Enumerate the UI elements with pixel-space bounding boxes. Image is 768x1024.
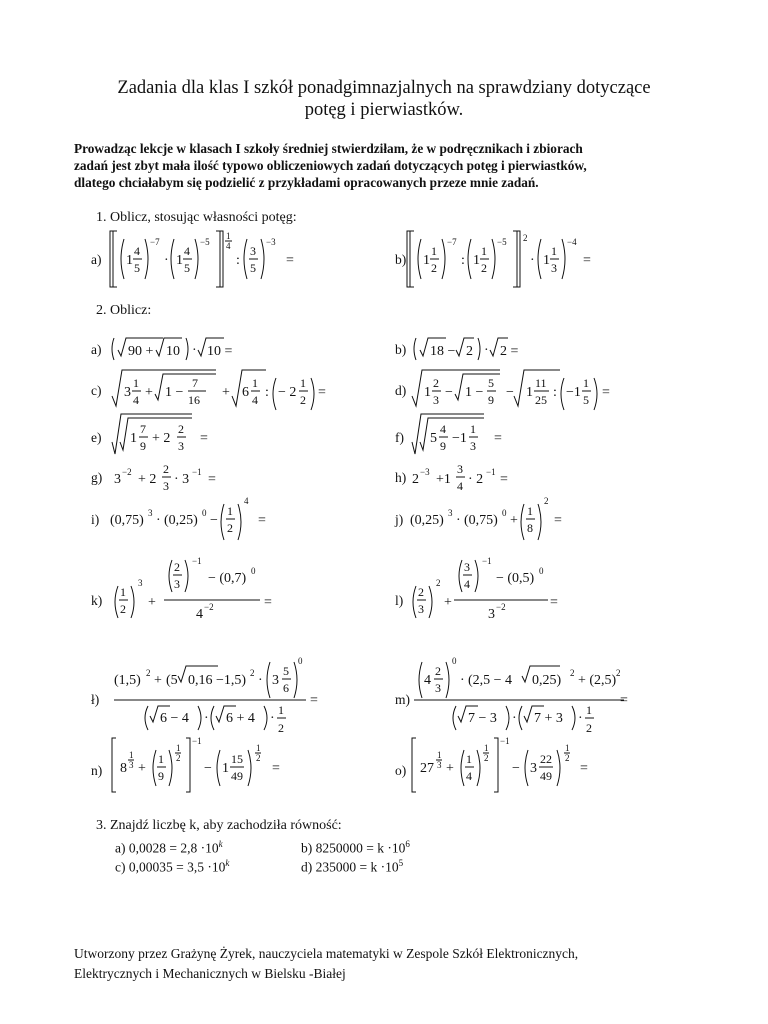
svg-text:=: = (554, 513, 562, 528)
svg-text:2: 2 (570, 668, 575, 678)
svg-text:3: 3 (464, 560, 470, 574)
svg-text:5: 5 (250, 261, 256, 275)
svg-text:1: 1 (551, 244, 557, 258)
svg-text:4: 4 (244, 496, 249, 506)
svg-text:+: + (145, 385, 153, 400)
task-2c-label: c) (91, 383, 102, 398)
svg-text:1: 1 (227, 504, 233, 518)
svg-text:(5: (5 (166, 673, 178, 688)
svg-text:15: 15 (231, 752, 243, 766)
svg-text:=: = (583, 253, 591, 268)
task-3d-exponent: 5 (398, 858, 404, 868)
svg-text:3: 3 (178, 439, 184, 453)
svg-text:2: 2 (278, 721, 284, 735)
svg-text:+: + (138, 761, 146, 776)
task-3-heading: 3. Znajdź liczbę k, aby zachodziła równość: (96, 818, 342, 833)
svg-text:4: 4 (440, 422, 446, 436)
task-2e-expression (110, 412, 250, 462)
intro-line-1: Prowadząc lekcje w klasach I szkoły średniej stwierdziłam, że w podręcznikach i zbiorach (74, 141, 583, 156)
svg-text:1: 1 (423, 253, 430, 268)
svg-text:·: · (192, 343, 197, 358)
task-3d (301, 858, 403, 876)
task-2m-label: m) (395, 692, 410, 707)
svg-text:·: · (156, 513, 161, 528)
svg-text:1 −: 1 − (165, 385, 184, 400)
svg-text:2: 2 (178, 422, 184, 436)
task-2n-label: n) (91, 763, 103, 778)
svg-text:1: 1 (129, 750, 134, 760)
svg-text:49: 49 (231, 769, 243, 783)
svg-text:1: 1 (176, 253, 183, 268)
svg-text:=: = (602, 385, 610, 400)
svg-text:4: 4 (196, 607, 203, 622)
task-1a-expression (108, 227, 328, 291)
svg-text:10 =: 10 = (207, 344, 233, 359)
task-2b-expression (410, 334, 570, 364)
svg-text:9: 9 (158, 769, 164, 783)
svg-text:1: 1 (130, 431, 137, 446)
svg-text:6: 6 (283, 681, 289, 695)
document-title (40, 77, 728, 121)
svg-text:−5: −5 (497, 237, 507, 247)
svg-text:3: 3 (114, 472, 121, 487)
svg-text:5: 5 (134, 261, 140, 275)
svg-text:1: 1 (473, 253, 480, 268)
svg-text::: : (265, 385, 269, 400)
svg-text:1: 1 (431, 244, 437, 258)
svg-text:−2: −2 (496, 602, 506, 612)
svg-text:1: 1 (252, 376, 258, 390)
svg-text:=: = (272, 761, 280, 776)
task-2j-expression (410, 494, 580, 542)
svg-text:+: + (148, 595, 156, 610)
svg-text:2: 2 (256, 753, 261, 763)
svg-text:3: 3 (530, 761, 537, 776)
svg-text:4: 4 (252, 393, 258, 407)
svg-text:−3: −3 (420, 467, 430, 477)
task-2a-label: a) (91, 342, 102, 357)
svg-text:−5: −5 (200, 237, 210, 247)
task-2l-stroke-label: ł) (91, 692, 100, 707)
svg-text:1: 1 (586, 703, 592, 717)
svg-text:− (0,5): − (0,5) (496, 571, 535, 586)
svg-text:1: 1 (158, 752, 164, 766)
svg-text:1: 1 (484, 743, 489, 753)
svg-text:·: · (164, 253, 169, 268)
svg-text:−7: −7 (150, 237, 160, 247)
svg-text:3: 3 (437, 760, 442, 770)
svg-text:−1: −1 (192, 556, 202, 566)
svg-text:0: 0 (202, 508, 207, 518)
svg-text:2: 2 (176, 753, 181, 763)
svg-text:2: 2 (412, 472, 419, 487)
svg-text:9: 9 (488, 393, 494, 407)
svg-text:2: 2 (586, 721, 592, 735)
svg-text:1: 1 (565, 743, 570, 753)
svg-text:−: − (204, 761, 212, 776)
svg-text:2: 2 (163, 462, 169, 476)
task-2h-label: h) (395, 470, 407, 485)
task-3b-text: b) 8250000 = k ·10 (301, 840, 406, 856)
svg-text:1: 1 (126, 253, 133, 268)
svg-text:+1: +1 (436, 472, 451, 487)
svg-text:1: 1 (176, 743, 181, 753)
footer-line-2: Elektrycznych i Mechanicznych w Bielsku -Białej (74, 966, 346, 981)
task-2e-label: e) (91, 430, 102, 445)
svg-text:+ 2: + 2 (138, 472, 157, 487)
svg-text:2: 2 (435, 664, 441, 678)
task-1-heading: 1. Oblicz, stosując własności potęg: (96, 210, 297, 225)
svg-text:2: 2 (544, 496, 549, 506)
svg-text:4: 4 (184, 244, 190, 258)
svg-text:0: 0 (251, 566, 256, 576)
svg-text:3: 3 (250, 244, 256, 258)
task-2c-expression (110, 366, 340, 414)
svg-text:2 =: 2 = (500, 344, 519, 359)
svg-text:0: 0 (502, 508, 507, 518)
svg-text:6 − 4: 6 − 4 (160, 711, 189, 726)
svg-text:3: 3 (418, 602, 424, 616)
task-2g-expression (110, 456, 260, 498)
svg-text:=: = (580, 761, 588, 776)
svg-text:3: 3 (433, 393, 439, 407)
intro-line-3: dlatego chciałabym się podzielić z przykładami opracowanych przeze mnie zadań. (74, 175, 539, 190)
svg-text:2: 2 (146, 668, 151, 678)
svg-text:90 +: 90 + (128, 344, 154, 359)
task-2l-expression (410, 556, 580, 632)
svg-text:0: 0 (298, 656, 303, 666)
svg-text:+ (2,5): + (2,5) (578, 673, 617, 688)
svg-text:+: + (444, 595, 452, 610)
svg-text:·: · (258, 673, 263, 688)
task-2o-expression (410, 736, 610, 796)
svg-text:·: · (204, 711, 209, 726)
svg-text:=: = (318, 385, 326, 400)
task-2f-expression (410, 412, 550, 462)
task-3c-exponent: k (225, 858, 230, 868)
svg-text::: : (553, 385, 557, 400)
svg-text:− 2: − 2 (278, 385, 297, 400)
task-2n-expression (110, 736, 310, 796)
svg-text:6: 6 (242, 385, 249, 400)
svg-text:2: 2 (174, 560, 180, 574)
svg-text:25: 25 (535, 393, 547, 407)
svg-text:3: 3 (435, 681, 441, 695)
svg-text:2: 2 (616, 668, 621, 678)
svg-text:−2: −2 (122, 467, 132, 477)
task-3b-exponent: 6 (405, 839, 410, 849)
svg-text:3: 3 (551, 261, 557, 275)
svg-text:1 −: 1 − (465, 385, 484, 400)
svg-text::: : (236, 253, 240, 268)
svg-text:1: 1 (120, 585, 126, 599)
svg-text:2: 2 (120, 602, 126, 616)
svg-text:5: 5 (583, 393, 589, 407)
svg-text:7: 7 (140, 422, 146, 436)
svg-text:−1: −1 (192, 467, 202, 477)
svg-text:2: 2 (481, 261, 487, 275)
task-3b (301, 839, 410, 857)
svg-text:0,16 −1,5): 0,16 −1,5) (188, 673, 247, 688)
svg-text:+: + (446, 761, 454, 776)
task-3a (115, 839, 223, 857)
svg-text:(1,5): (1,5) (114, 673, 141, 688)
svg-text:4: 4 (457, 479, 463, 493)
svg-text:=: = (620, 693, 628, 708)
svg-text:2: 2 (523, 233, 528, 243)
svg-text:=: = (310, 693, 318, 708)
task-2f-label: f) (395, 430, 404, 445)
svg-text:−1: −1 (482, 556, 492, 566)
svg-text:=: = (550, 595, 558, 610)
svg-text:+: + (154, 673, 162, 688)
task-2o-label: o) (395, 763, 407, 778)
svg-text:1: 1 (543, 253, 550, 268)
svg-text:2: 2 (300, 393, 306, 407)
svg-text:+: + (222, 385, 230, 400)
svg-text:1: 1 (437, 750, 442, 760)
svg-text:5: 5 (184, 261, 190, 275)
svg-text:·: · (484, 343, 489, 358)
svg-text:4: 4 (464, 577, 470, 591)
svg-text:2: 2 (227, 521, 233, 535)
task-2l-stroke-expression (112, 654, 332, 738)
svg-text:· 3: · 3 (174, 472, 190, 487)
svg-text:(0,75): (0,75) (464, 513, 498, 528)
svg-text:5: 5 (430, 431, 437, 446)
svg-text:3: 3 (124, 385, 131, 400)
task-1b-label: b) (395, 252, 407, 267)
svg-text:(0,25): (0,25) (410, 513, 444, 528)
svg-text:10: 10 (166, 344, 180, 359)
svg-text:=: = (494, 431, 502, 446)
svg-text:1: 1 (424, 385, 431, 400)
svg-text:4: 4 (133, 393, 139, 407)
svg-text:=: = (286, 253, 294, 268)
svg-text:49: 49 (540, 769, 552, 783)
svg-text:−: − (506, 385, 514, 400)
task-3c-text: c) 0,00035 = 3,5 ·10 (115, 859, 226, 875)
svg-text:4: 4 (134, 244, 140, 258)
svg-text:0: 0 (539, 566, 544, 576)
svg-text:3: 3 (272, 673, 279, 688)
svg-text:−1: −1 (500, 736, 510, 746)
svg-text:0: 0 (452, 656, 457, 666)
task-3a-exponent: k (218, 839, 223, 849)
svg-text:·: · (512, 711, 517, 726)
svg-text:−1: −1 (566, 385, 581, 400)
svg-text:·: · (270, 711, 275, 726)
task-3c (115, 858, 229, 876)
svg-text:−: − (512, 761, 520, 776)
svg-text:−1: −1 (486, 467, 496, 477)
svg-text:3: 3 (174, 577, 180, 591)
svg-text:+ 2: + 2 (152, 431, 171, 446)
svg-text:−2: −2 (204, 602, 214, 612)
svg-text:(2,5 − 4: (2,5 − 4 (468, 673, 513, 688)
task-2h-expression (410, 456, 560, 498)
svg-text:11: 11 (535, 376, 547, 390)
svg-text:8: 8 (120, 761, 127, 776)
svg-text:=: = (208, 472, 216, 487)
svg-text::: : (461, 253, 465, 268)
task-1b-expression (405, 227, 615, 291)
task-3a-text: a) 0,0028 = 2,8 ·10 (115, 840, 219, 856)
svg-text:1: 1 (226, 231, 231, 241)
task-2a-expression (108, 334, 268, 364)
svg-text:·: · (578, 711, 583, 726)
svg-text:−4: −4 (567, 237, 577, 247)
svg-text:1: 1 (470, 422, 476, 436)
svg-text:4: 4 (466, 769, 472, 783)
svg-text:=: = (500, 472, 508, 487)
task-3d-text: d) 235000 = k ·10 (301, 859, 399, 875)
svg-text:1: 1 (222, 761, 229, 776)
svg-text:2: 2 (418, 585, 424, 599)
footer (74, 944, 734, 984)
title-line-2: potęg i pierwiastków. (304, 100, 464, 120)
svg-text:5: 5 (488, 376, 494, 390)
svg-text:1: 1 (133, 376, 139, 390)
svg-text:2: 2 (431, 261, 437, 275)
task-2i-expression (108, 494, 278, 542)
title-line-1: Zadania dla klas I szkół ponadgimnazjalnych na sprawdziany dotyczące (117, 78, 651, 98)
svg-text:1: 1 (526, 385, 533, 400)
svg-text:27: 27 (420, 761, 434, 776)
svg-text:16: 16 (188, 393, 200, 407)
task-2k-label: k) (91, 593, 103, 608)
svg-text:(0,25): (0,25) (164, 513, 198, 528)
svg-text:−7: −7 (447, 237, 457, 247)
svg-text:4: 4 (226, 241, 231, 251)
task-2l-label: l) (395, 593, 404, 608)
task-2-heading: 2. Oblicz: (96, 303, 152, 318)
footer-line-1: Utworzony przez Grażynę Żyrek, nauczyciela matematyki w Zespole Szkół Elektronicznych, (74, 946, 579, 961)
svg-text:−3: −3 (266, 237, 276, 247)
svg-text:=: = (258, 513, 266, 528)
svg-text:2: 2 (433, 376, 439, 390)
svg-text:3: 3 (138, 578, 143, 588)
svg-text:=: = (200, 431, 208, 446)
svg-text:2: 2 (436, 578, 441, 588)
svg-text:9: 9 (440, 439, 446, 453)
svg-text:=: = (264, 595, 272, 610)
svg-text:2: 2 (250, 668, 255, 678)
svg-text:3: 3 (148, 508, 153, 518)
svg-text:22: 22 (540, 752, 552, 766)
svg-text:1: 1 (278, 703, 284, 717)
svg-text:3: 3 (470, 439, 476, 453)
svg-text:6 + 4: 6 + 4 (226, 711, 255, 726)
svg-text:1: 1 (300, 376, 306, 390)
intro-paragraph (74, 140, 714, 191)
task-2d-label: d) (395, 383, 407, 398)
svg-text:8: 8 (527, 521, 533, 535)
svg-text:18 −: 18 − (430, 344, 456, 359)
task-2b-label: b) (395, 342, 407, 357)
task-2k-expression (112, 556, 282, 632)
svg-text:1: 1 (527, 504, 533, 518)
task-2g-label: g) (91, 470, 103, 485)
intro-line-2: zadań jest zbyt mała ilość typowo obliczeniowych zadań dotyczących potęg i pierwiastków, (74, 158, 587, 173)
svg-text:3: 3 (163, 479, 169, 493)
svg-text:3: 3 (448, 508, 453, 518)
svg-text:0,25): 0,25) (532, 673, 562, 688)
svg-text:3: 3 (457, 462, 463, 476)
svg-text:9: 9 (140, 439, 146, 453)
svg-text:2: 2 (466, 344, 473, 359)
svg-text:(0,75): (0,75) (110, 513, 144, 528)
svg-text:7 − 3: 7 − 3 (468, 711, 497, 726)
svg-text:7 + 3: 7 + 3 (534, 711, 563, 726)
svg-text:1: 1 (466, 752, 472, 766)
svg-text:2: 2 (484, 753, 489, 763)
svg-text:3: 3 (488, 607, 495, 622)
svg-text:−1: −1 (192, 736, 202, 746)
task-2i-label: i) (91, 512, 100, 527)
svg-text:· 2: · 2 (468, 472, 484, 487)
task-2m-expression (412, 654, 642, 738)
svg-text:+: + (510, 513, 518, 528)
svg-text:·: · (530, 253, 535, 268)
svg-text:−: − (445, 385, 453, 400)
svg-text:2: 2 (565, 753, 570, 763)
svg-text:5: 5 (283, 664, 289, 678)
task-2d-expression (410, 366, 640, 414)
svg-text:1: 1 (583, 376, 589, 390)
svg-text:−: − (210, 513, 218, 528)
svg-text:·: · (456, 513, 461, 528)
svg-text:·: · (460, 673, 465, 688)
svg-text:1: 1 (481, 244, 487, 258)
svg-text:−1: −1 (452, 431, 467, 446)
svg-text:1: 1 (256, 743, 261, 753)
svg-text:3: 3 (129, 760, 134, 770)
task-1a-label: a) (91, 252, 102, 267)
svg-text:− (0,7): − (0,7) (208, 571, 247, 586)
task-2j-label: j) (395, 512, 404, 527)
svg-text:7: 7 (192, 376, 198, 390)
svg-text:4: 4 (424, 673, 431, 688)
